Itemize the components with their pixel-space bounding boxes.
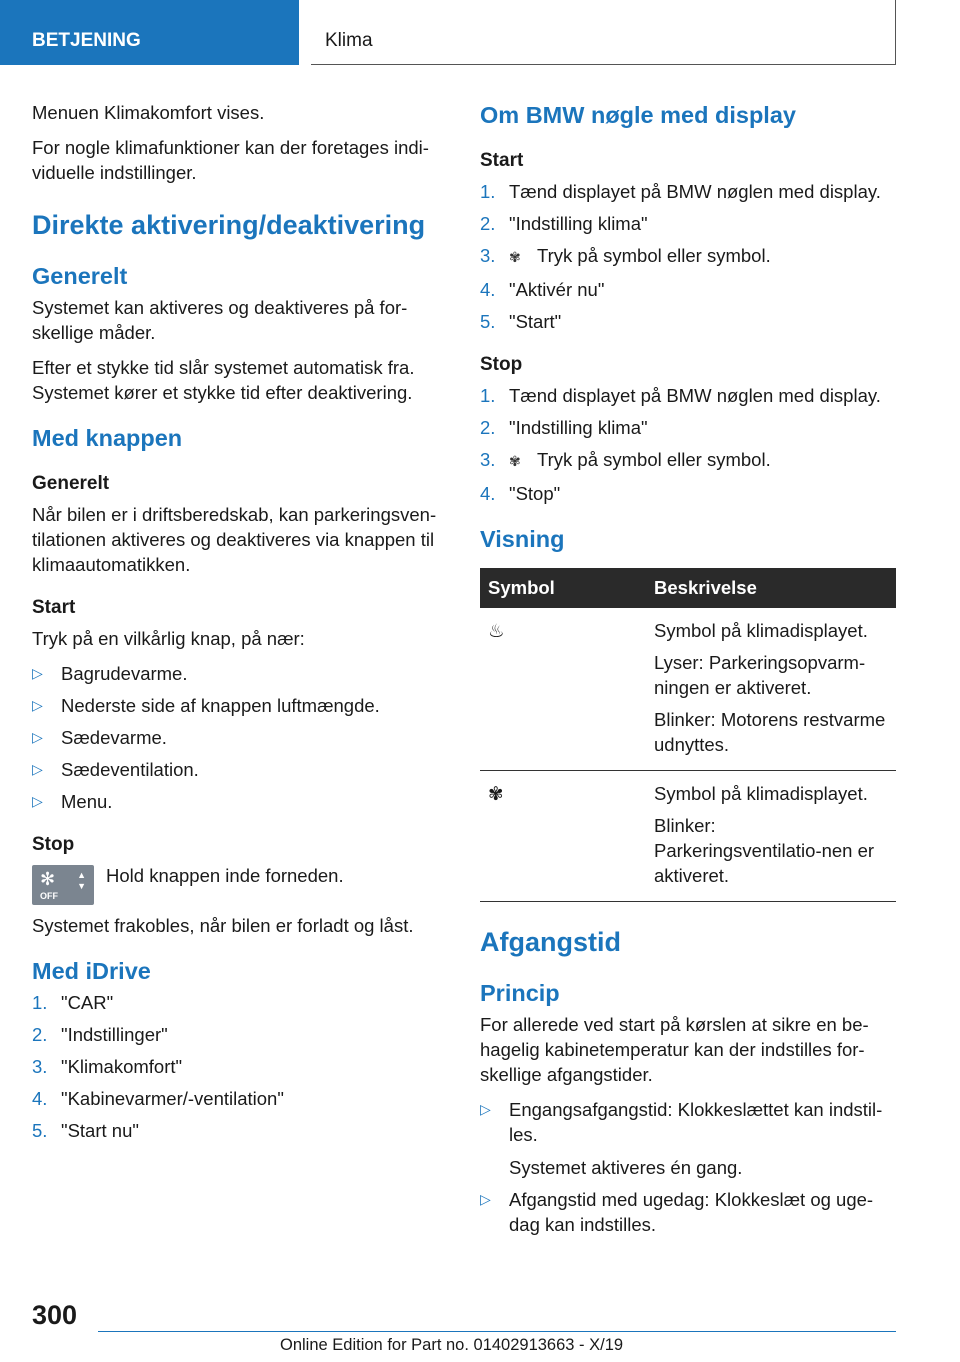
triangle-right-icon: ▷ bbox=[480, 1191, 491, 1207]
heading-display: Visning bbox=[480, 526, 565, 552]
header-section bbox=[0, 0, 299, 65]
list-item: 5. "Start" bbox=[480, 311, 562, 332]
fan-icon: ✾ bbox=[509, 453, 521, 469]
triangle-right-icon: ▷ bbox=[480, 1101, 491, 1117]
heading-direct-activation: Direkte aktivering/deaktivering bbox=[32, 210, 426, 240]
stop-after-paragraph: Systemet frakobles, når bilen er forladt og låst. bbox=[32, 915, 414, 936]
list-item: 4. "Stop" bbox=[480, 483, 561, 504]
list-item: ▷ Sædevarme. bbox=[32, 727, 167, 748]
heading-departure-time: Afgangstid bbox=[480, 927, 621, 957]
list-item: ▷ Nederste side af knappen luftmængde. bbox=[32, 695, 380, 716]
departure-list bbox=[480, 1097, 896, 1237]
list-item: 2. "Indstilling klima" bbox=[480, 417, 648, 438]
list-item: 2. "Indstilling klima" bbox=[480, 213, 648, 234]
list-item: 1. Tænd displayet på BMW nøglen med display. bbox=[480, 385, 881, 406]
key-stop-steps bbox=[480, 383, 896, 506]
list-item: 2. "Indstillinger" bbox=[32, 1024, 168, 1045]
right-column bbox=[480, 100, 896, 1247]
list-item: 5. "Start nu" bbox=[32, 1120, 139, 1141]
table-row: ♨ Symbol på klimadisplayet. Lyser: Parkeringsopvarm-ningen er aktiveret. Blinker: Motorens restvarme udnyttes. bbox=[480, 608, 896, 771]
left-column bbox=[32, 100, 444, 1153]
heading-key-stop: Stop bbox=[480, 354, 523, 375]
section-title: BETJENING bbox=[32, 30, 141, 51]
list-item: 4. "Kabinevarmer/-ventilation" bbox=[32, 1088, 284, 1109]
start-paragraph: Tryk på en vilkårlig knap, på nær: bbox=[32, 628, 305, 649]
fan-icon: ✻ bbox=[40, 869, 56, 889]
list-item: ▷ Engangsafgangstid: Klokkeslættet kan indstil-les. Systemet aktiveres én gang. bbox=[480, 1099, 883, 1178]
heading-start: Start bbox=[32, 597, 76, 618]
key-start-steps bbox=[480, 179, 896, 334]
list-item: ▷ Bagrudevarme. bbox=[32, 663, 188, 684]
fan-off-key-image bbox=[32, 865, 94, 905]
triangle-right-icon: ▷ bbox=[32, 761, 43, 777]
col-symbol: Symbol bbox=[480, 568, 646, 608]
edition-note: Online Edition for Part no. 01402913663 - X/19 bbox=[280, 1336, 624, 1354]
list-item: 1. Tænd displayet på BMW nøglen med display. bbox=[480, 181, 881, 202]
symbol-table bbox=[480, 568, 896, 902]
up-down-arrows-icon: ▲ ▼ bbox=[77, 870, 86, 891]
col-description: Beskrivelse bbox=[646, 568, 896, 608]
page-number: 300 bbox=[32, 1300, 78, 1330]
header-chapter bbox=[311, 0, 896, 65]
start-exceptions-list bbox=[32, 661, 444, 814]
list-item: 1. "CAR" bbox=[32, 992, 114, 1013]
triangle-right-icon: ▷ bbox=[32, 729, 43, 745]
fan-icon: ✾ bbox=[509, 249, 521, 265]
chapter-title: Klima bbox=[325, 30, 373, 51]
triangle-right-icon: ▷ bbox=[32, 793, 43, 809]
principle-paragraph: For allerede ved start på kørslen at sikre en be-hagelig kabinetemperatur kan der indstilles for-skellige afgangstider. bbox=[480, 1014, 869, 1085]
heading-idrive: Med iDrive bbox=[32, 958, 151, 984]
idrive-steps bbox=[32, 990, 444, 1143]
list-item: 3. ✾ Tryk på symbol eller symbol. bbox=[480, 447, 896, 474]
heading-button-general: Generelt bbox=[32, 473, 110, 494]
list-item: ▷ Menu. bbox=[32, 791, 113, 812]
button-general-paragraph: Når bilen er i driftsberedskab, kan parkeringsven-tilationen aktiveres og deaktiveres via knappen til klimaautomatikken. bbox=[32, 504, 437, 575]
heading-stop: Stop bbox=[32, 834, 75, 855]
heading-bmw-key: Om BMW nøgle med display bbox=[480, 102, 796, 128]
list-item: 4. "Aktivér nu" bbox=[480, 279, 605, 300]
triangle-right-icon: ▷ bbox=[32, 665, 43, 681]
intro-paragraph-1: Menuen Klimakomfort vises. bbox=[32, 102, 265, 123]
list-item: 3. "Klimakomfort" bbox=[32, 1056, 183, 1077]
intro-paragraph-2: For nogle klimafunktioner kan der foretages indi-viduelle indstillinger. bbox=[32, 137, 429, 183]
heading-key-start: Start bbox=[480, 150, 524, 171]
list-item: 3. ✾ Tryk på symbol eller symbol. bbox=[480, 243, 896, 270]
triangle-right-icon: ▷ bbox=[32, 697, 43, 713]
table-row: ✾ Symbol på klimadisplayet. Blinker: Parkeringsventilatio-nen er aktiveret. bbox=[480, 771, 896, 902]
stop-paragraph: Hold knappen inde forneden. bbox=[106, 865, 344, 886]
off-label: OFF bbox=[40, 891, 58, 901]
heat-waves-icon: ♨ bbox=[488, 620, 505, 641]
fan-icon: ✾ bbox=[488, 783, 504, 804]
heading-general: Generelt bbox=[32, 263, 128, 289]
heading-with-button: Med knappen bbox=[32, 425, 183, 451]
list-item: ▷ Sædeventilation. bbox=[32, 759, 199, 780]
footer-divider bbox=[98, 1331, 896, 1332]
heading-principle: Princip bbox=[480, 980, 560, 1006]
general-paragraph-1: Systemet kan aktiveres og deaktiveres på for-skellige måder. bbox=[32, 297, 408, 343]
general-paragraph-2: Efter et stykke tid slår systemet automatisk fra. Systemet kører et stykke tid efter deaktivering. bbox=[32, 357, 415, 403]
list-item: ▷ Afgangstid med ugedag: Klokkeslæt og uge-dag kan indstilles. bbox=[480, 1189, 874, 1235]
